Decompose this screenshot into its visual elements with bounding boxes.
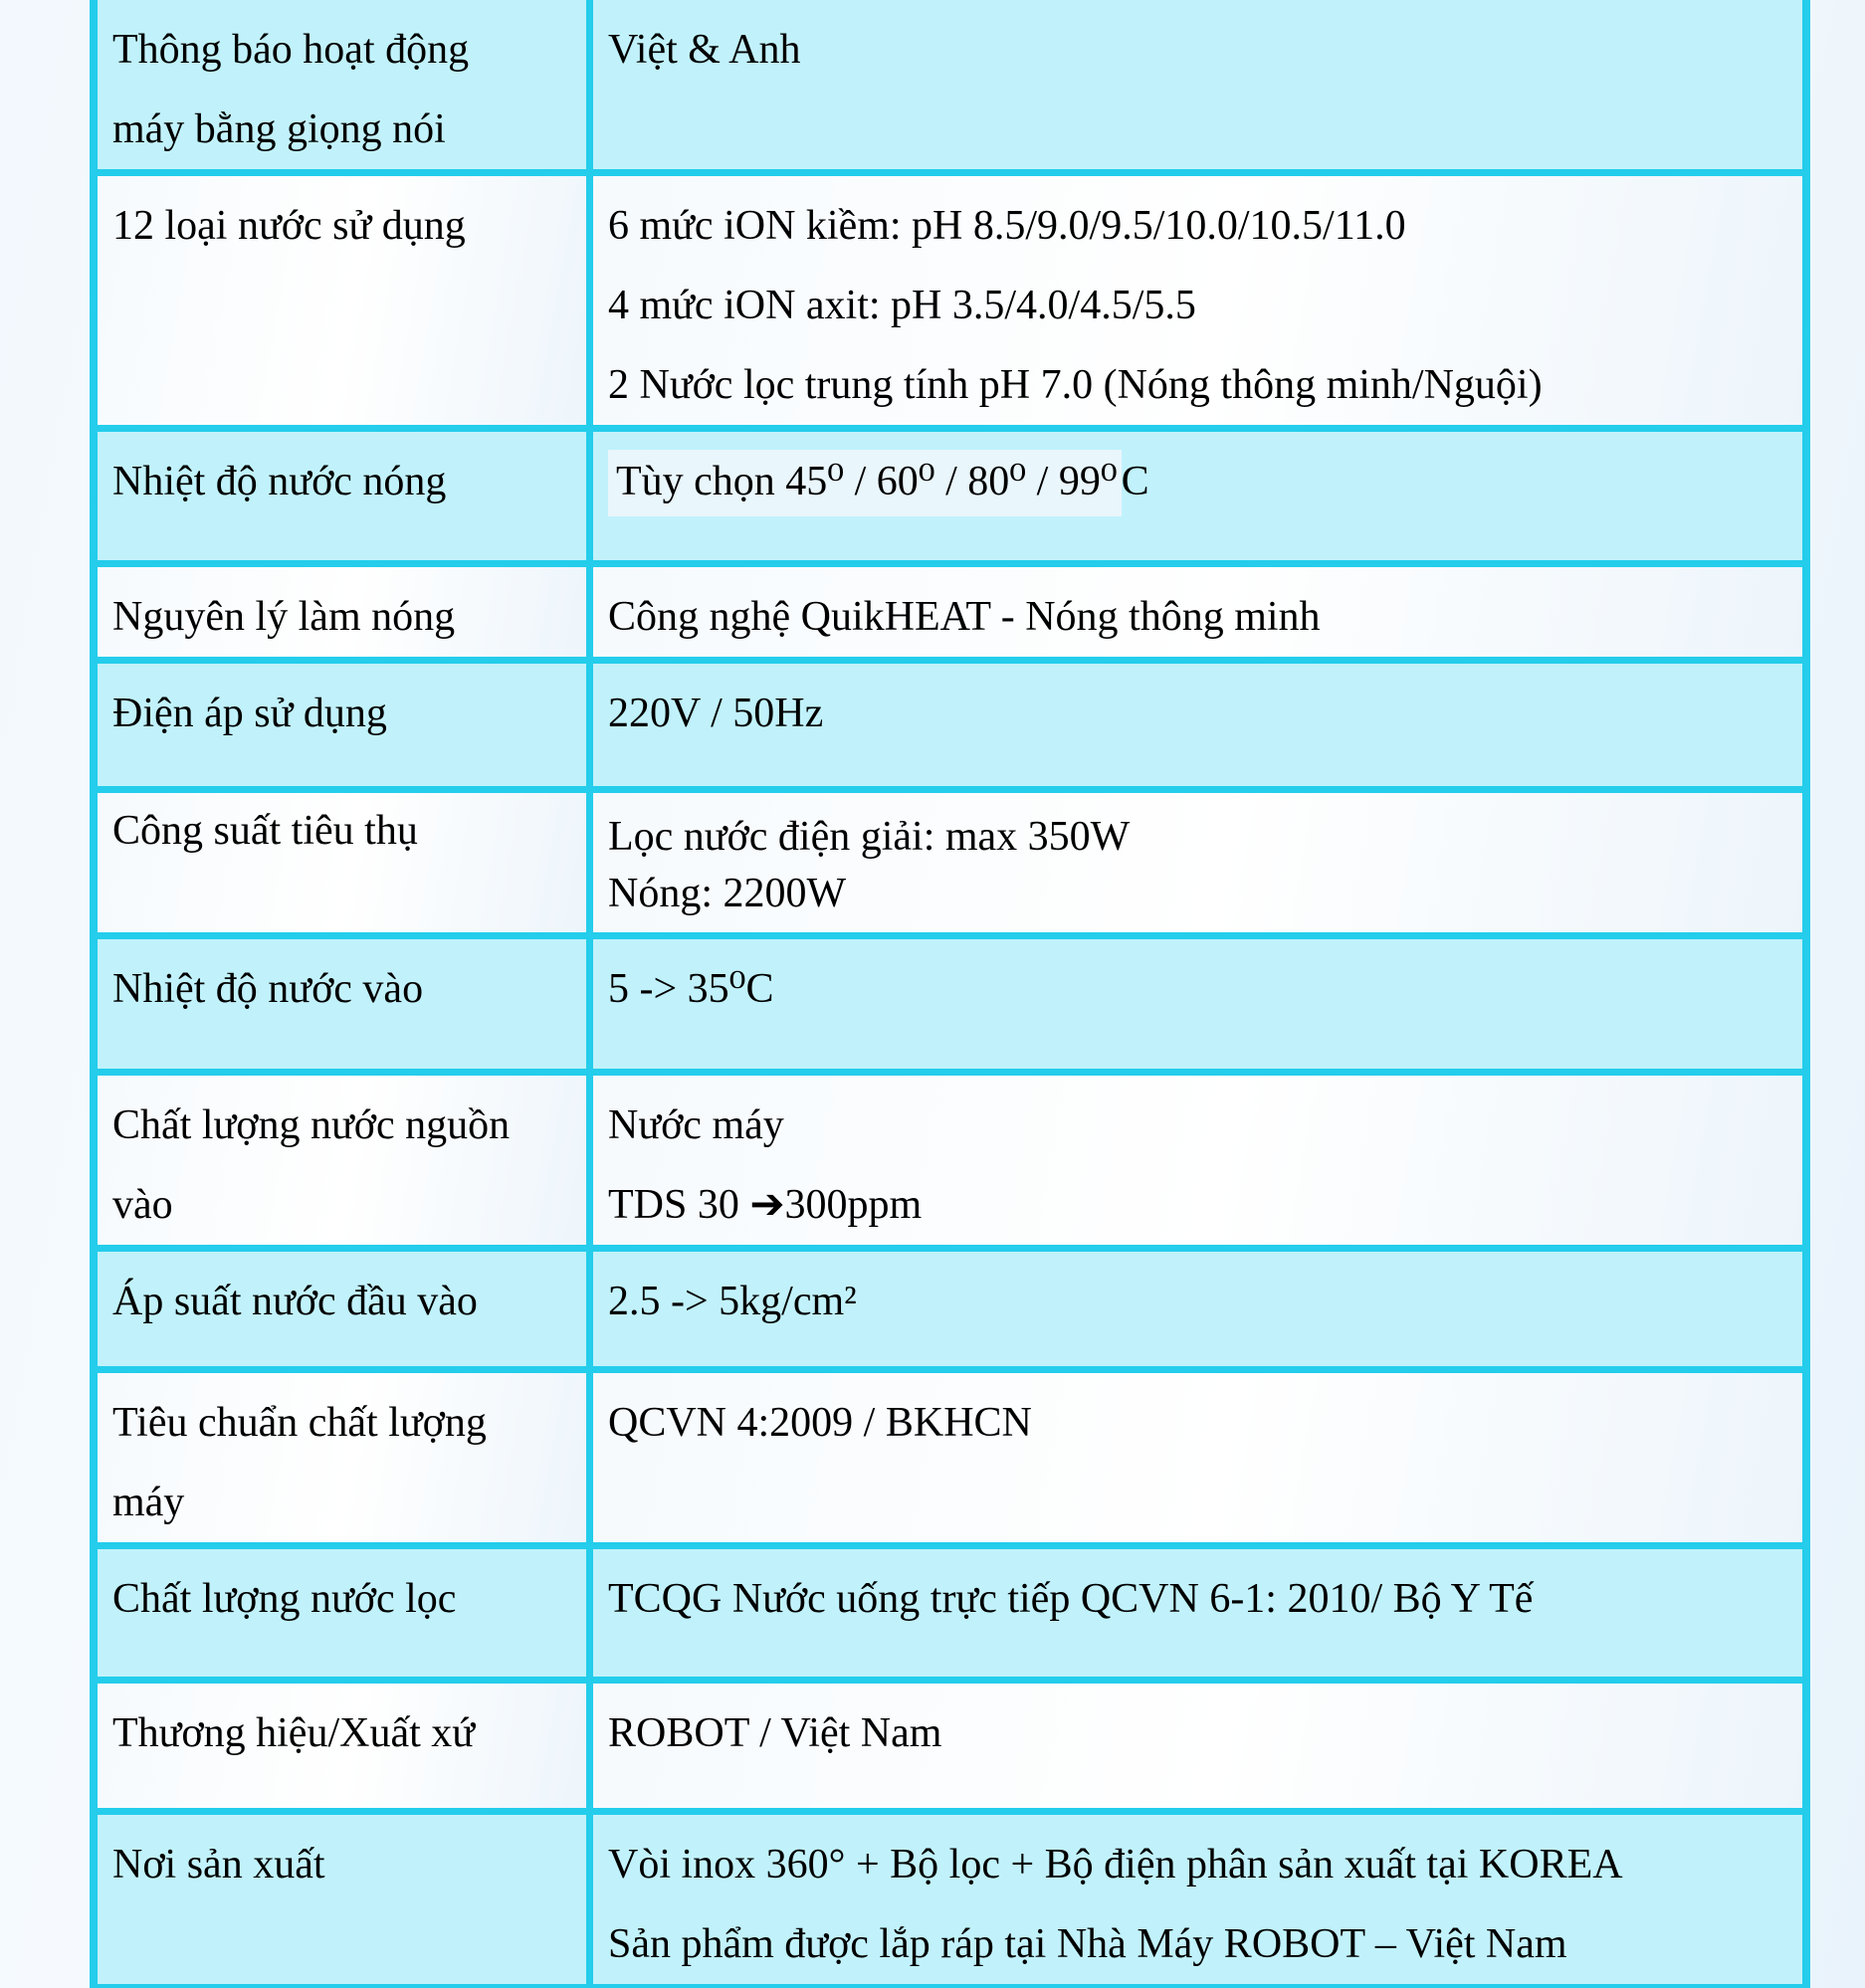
spec-value-cell xyxy=(590,1073,1807,1249)
spec-value-cell xyxy=(590,1249,1807,1370)
spec-value-cell xyxy=(590,1812,1807,1988)
spec-value-cell xyxy=(590,936,1807,1073)
spec-label-line: Thương hiệu/Xuất xứ xyxy=(112,1710,476,1756)
spec-value-line: QCVN 4:2009 / BKHCN xyxy=(608,1400,1032,1446)
spec-label-line: Điện áp sử dụng xyxy=(112,691,387,736)
table-row xyxy=(94,1681,1806,1812)
table-row xyxy=(94,564,1806,661)
table-row xyxy=(94,936,1806,1073)
table-row xyxy=(94,429,1806,564)
spec-label-cell xyxy=(94,564,590,661)
spec-value-cell xyxy=(590,173,1807,429)
spec-label-cell xyxy=(94,790,590,936)
spec-label-line: Chất lượng nước nguồn xyxy=(112,1102,511,1148)
spec-value-line: 4 mức iON axit: pH 3.5/4.0/4.5/5.5 xyxy=(608,283,1196,328)
spec-label-cell xyxy=(94,429,590,564)
spec-label-line: Công suất tiêu thụ xyxy=(112,808,418,854)
spec-value-cell xyxy=(590,790,1807,936)
spec-table-body xyxy=(94,0,1806,1988)
spec-table xyxy=(90,0,1810,1988)
spec-label-line: Nhiệt độ nước vào xyxy=(112,966,424,1012)
spec-label-line: Nhiệt độ nước nóng xyxy=(112,459,447,504)
spec-value-cell xyxy=(590,1370,1807,1546)
spec-label-cell xyxy=(94,1370,590,1546)
spec-value-line: Việt & Anh xyxy=(608,27,801,73)
spec-label-cell xyxy=(94,936,590,1073)
table-row xyxy=(94,1249,1806,1370)
spec-value-line: TDS 30 ➔300ppm xyxy=(608,1182,923,1228)
spec-label-line: Nơi sản xuất xyxy=(112,1842,325,1888)
spec-value-line: Công nghệ QuikHEAT - Nóng thông minh xyxy=(608,594,1321,640)
spec-value-cell xyxy=(590,1681,1807,1812)
spec-label-line: 12 loại nước sử dụng xyxy=(112,203,466,249)
spec-label-cell xyxy=(94,0,590,173)
spec-label-line: Nguyên lý làm nóng xyxy=(112,594,456,640)
spec-label-cell xyxy=(94,661,590,790)
table-row xyxy=(94,173,1806,429)
spec-label-line: máy bằng giọng nói xyxy=(112,106,446,152)
spec-label-line: vào xyxy=(112,1182,173,1228)
spec-value-line xyxy=(608,442,1792,521)
spec-label-cell xyxy=(94,1249,590,1370)
value-text: C xyxy=(1121,459,1149,504)
table-row xyxy=(94,0,1806,173)
spec-value-cell xyxy=(590,0,1807,173)
spec-value-line: Vòi inox 360° + Bộ lọc + Bộ điện phân sản xuất tại KOREA xyxy=(608,1842,1623,1888)
spec-value-line: 6 mức iON kiềm: pH 8.5/9.0/9.5/10.0/10.5/11.0 xyxy=(608,203,1406,249)
spec-value-line: Nước máy xyxy=(608,1102,784,1148)
spec-label-cell xyxy=(94,1073,590,1249)
table-row xyxy=(94,1073,1806,1249)
spec-label-cell xyxy=(94,1681,590,1812)
spec-label-line: máy xyxy=(112,1480,185,1525)
table-row xyxy=(94,790,1806,936)
spec-value-line: 5 -> 35⁰C xyxy=(608,966,774,1012)
highlighted-text: Tùy chọn 45⁰ / 60⁰ / 80⁰ / 99⁰ xyxy=(608,450,1122,516)
spec-value-line: TCQG Nước uống trực tiếp QCVN 6-1: 2010/ Bộ Y Tế xyxy=(608,1576,1534,1622)
spec-value-cell xyxy=(590,661,1807,790)
spec-label-cell xyxy=(94,1812,590,1988)
spec-value-cell xyxy=(590,429,1807,564)
spec-value-line: 2.5 -> 5kg/cm² xyxy=(608,1279,857,1324)
spec-label-line: Tiêu chuẩn chất lượng xyxy=(112,1400,487,1446)
spec-value-cell xyxy=(590,564,1807,661)
spec-value-line: Lọc nước điện giải: max 350W xyxy=(608,814,1131,860)
spec-value-line: 2 Nước lọc trung tính pH 7.0 (Nóng thông minh/Nguội) xyxy=(608,362,1543,408)
spec-value-line: 220V / 50Hz xyxy=(608,691,824,736)
table-row xyxy=(94,1370,1806,1546)
table-row xyxy=(94,1546,1806,1681)
table-row xyxy=(94,661,1806,790)
spec-value-cell xyxy=(590,1546,1807,1681)
spec-value-line: ROBOT / Việt Nam xyxy=(608,1710,942,1756)
spec-label-cell xyxy=(94,173,590,429)
spec-label-line: Thông báo hoạt động xyxy=(112,27,470,73)
spec-label-line: Chất lượng nước lọc xyxy=(112,1576,457,1622)
spec-value-line: Sản phẩm được lắp ráp tại Nhà Máy ROBOT – Việt Nam xyxy=(608,1921,1567,1967)
spec-label-line: Áp suất nước đầu vào xyxy=(112,1279,478,1324)
spec-value-line: Nóng: 2200W xyxy=(608,871,847,916)
spec-label-cell xyxy=(94,1546,590,1681)
table-row xyxy=(94,1812,1806,1988)
